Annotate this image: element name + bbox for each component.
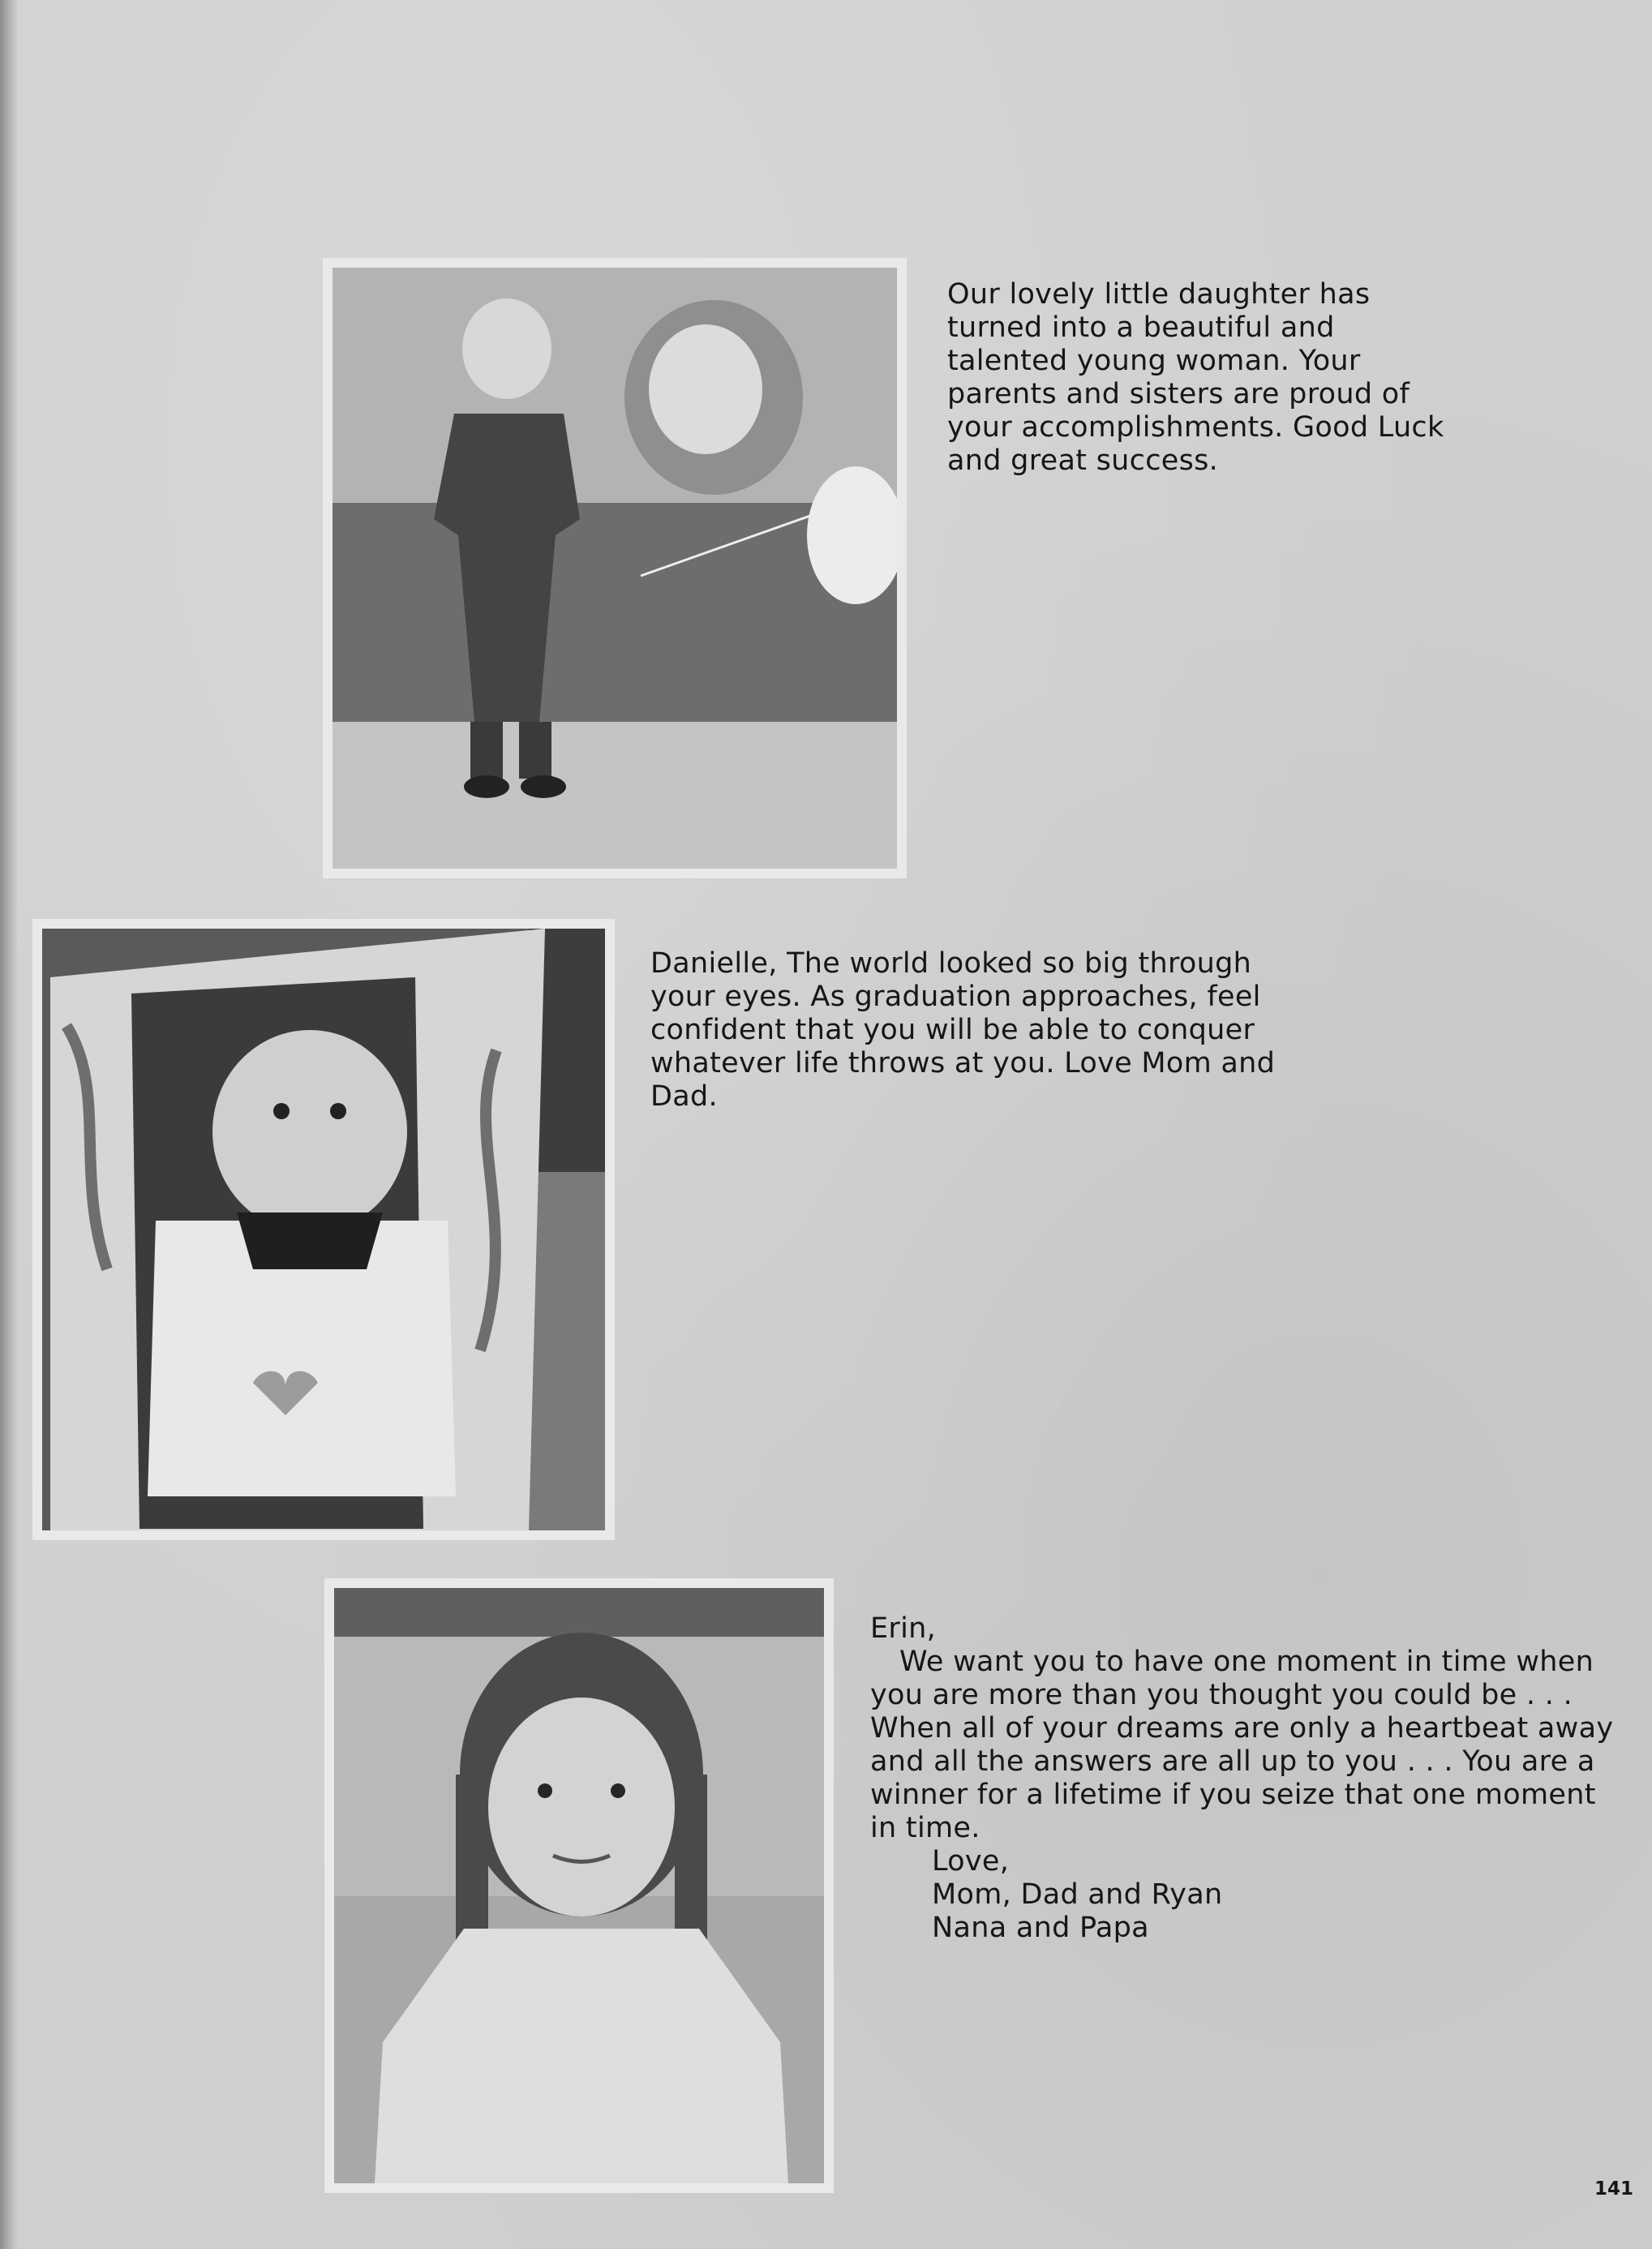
caption-third-body: We want you to have one moment in time when you are more than you thought you could be . . . When all of your dreams are only a heartbeat away and all the answers are all up to you . . . You are a winner for a lifetime if you seize that one moment in time. [870,1646,1614,1844]
photo-girl-with-balloons [323,258,907,878]
photo-baby-image [42,929,605,1530]
caption-first-text: Our lovely little daughter has turned into a beautiful and talented young woman. Your parents and sisters are proud of your accomplishments. Good Luck and great success. [947,278,1444,477]
page-gutter [0,0,18,2249]
caption-first [947,278,1450,478]
caption-third-signature-1: Mom, Dad and Ryan [932,1878,1223,1911]
caption-third [870,1612,1616,1945]
caption-third-greeting: Erin, [870,1612,937,1645]
page-number: 141 [1594,2178,1634,2200]
caption-second [650,947,1299,1114]
caption-third-closing: Love, [932,1845,1010,1878]
photo-baby-in-frame [32,919,615,1540]
photo-girl-portrait [324,1578,834,2193]
caption-second-text: Danielle, The world looked so big through your eyes. As graduation approaches, feel confident that you will be able to conquer whatever life throws at you. Love Mom and Dad. [650,947,1276,1113]
caption-third-signature-2: Nana and Papa [932,1912,1149,1944]
photo-girl-balloons-image [333,268,897,869]
photo-girl-portrait-image [334,1588,824,2183]
